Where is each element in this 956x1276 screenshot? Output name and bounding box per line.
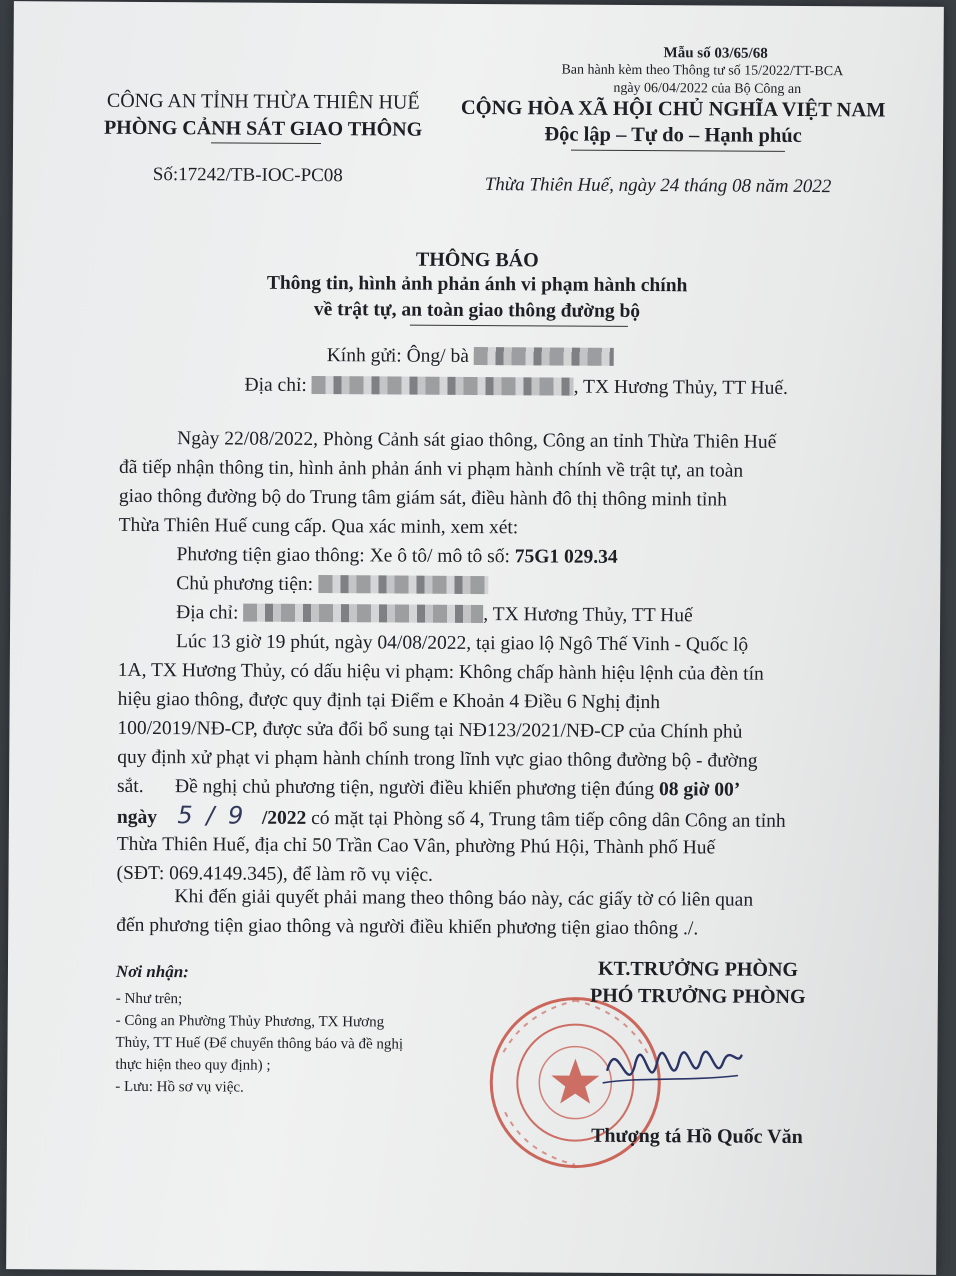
national-motto: Độc lập – Tự do – Hạnh phúc <box>544 123 802 147</box>
form-number: Mẫu số 03/65/68 <box>663 45 768 62</box>
p2-line: Lúc 13 giờ 19 phút, ngày 04/08/2022, tại giao lộ Ngô Thế Vinh - Quốc lộ <box>175 631 749 656</box>
vehicle-plate: 75G1 029.34 <box>514 546 618 568</box>
greeting-label: Kính gửi: Ông/ bà <box>326 345 469 367</box>
motto-underline <box>571 150 785 152</box>
p1-line: đã tiếp nhận thông tin, hình ảnh phản ánh vi phạm hành chính về trật tự, an toàn <box>118 456 744 482</box>
recipient-item: - Lưu: Hồ sơ vụ việc. <box>115 1078 244 1096</box>
signature-title-1: KT.TRƯỞNG PHÒNG <box>597 957 799 981</box>
p1-line: Ngày 22/08/2022, Phòng Cảnh sát giao thông, Công an tỉnh Thừa Thiên Huế <box>177 428 777 453</box>
notice-title: THÔNG BÁO <box>415 248 539 272</box>
owner-address-tail: , TX Hương Thủy, TT Huế <box>483 604 693 627</box>
recipient-item: - Như trên; <box>115 990 183 1008</box>
address-tail: , TX Hương Thủy, TT Huế. <box>573 376 789 399</box>
p2-line: 100/2019/NĐ-CP, được sửa đổi bổ sung tại NĐ123/2021/NĐ-CP của Chính phủ <box>117 717 743 743</box>
signer-name: Thượng tá Hồ Quốc Văn <box>591 1124 803 1149</box>
paragraph-1 <box>119 424 777 544</box>
notice-subtitle-2: về trật tự, an toàn giao thông đường bộ <box>313 299 641 323</box>
notice-subtitle-1: Thông tin, hình ảnh phản ánh vi phạm hành chính <box>266 272 688 297</box>
p3-start: Đề nghị chủ phương tiện, người điều khiển phương tiện đúng <box>175 776 655 801</box>
vehicle-label: Phương tiện giao thông: Xe ô tô/ mô tô số: <box>176 544 510 568</box>
handwritten-date: 5 / 9 <box>177 801 247 830</box>
p1-line: giao thông đường bộ do Trung tâm giám sát, điều hành đô thị thông minh tỉnh <box>118 485 727 511</box>
p3-line: Thừa Thiên Huế, địa chỉ 50 Trần Cao Vân, phường Phú Hội, Thành phố Huế <box>116 833 716 859</box>
recipient-greeting <box>327 345 614 369</box>
redacted-address <box>312 376 574 396</box>
owner-address-label: Địa chỉ: <box>176 602 239 624</box>
owner-address-line <box>176 598 693 630</box>
country-name: CỘNG HÒA XÃ HỘI CHỦ NGHĨA VIỆT NAM <box>460 96 886 122</box>
address-label: Địa chỉ: <box>244 374 307 396</box>
p2-line: quy định xử phạt vi phạm hành chính trong lĩnh vực giao thông đường bộ - đường <box>117 746 758 772</box>
p2-line: hiệu giao thông, được quy định tại Điểm e Khoản 4 Điều 6 Nghị định <box>117 688 661 714</box>
document-page <box>6 1 944 1275</box>
owner-line <box>176 569 488 600</box>
appointment-time: 08 giờ 00’ <box>659 779 741 801</box>
redacted-owner-address <box>243 604 483 623</box>
signature-title-2: PHÓ TRƯỞNG PHÒNG <box>589 984 806 1009</box>
p4-line: Khi đến giải quyết phải mang theo thông báo này, các giấy tờ có liên quan <box>174 886 754 911</box>
p2-line: 1A, TX Hương Thủy, có dấu hiệu vi phạm: Không chấp hành hiệu lệnh của đèn tín <box>117 659 764 685</box>
redacted-name <box>474 347 614 366</box>
p3-location: có mặt tại Phòng số 4, Trung tâm tiếp công dân Công an tỉnh <box>311 808 786 832</box>
title-underline <box>410 325 628 327</box>
p2-line: sắt. <box>117 775 144 797</box>
agency-line2: PHÒNG CẢNH SÁT GIAO THÔNG <box>103 116 423 141</box>
recipient-address <box>244 375 788 400</box>
paragraph-4 <box>116 882 753 944</box>
issued-with-line2: ngày 06/04/2022 của Bộ Công an <box>613 80 802 97</box>
owner-label: Chủ phương tiện: <box>176 573 314 596</box>
handwritten-signature <box>597 1025 747 1106</box>
p3-line: (SĐT: 069.4149.345), để làm rõ vụ việc. <box>116 862 434 886</box>
recipients-list <box>115 988 403 1100</box>
redacted-owner <box>318 575 488 594</box>
agency-line1: CÔNG AN TỈNH THỪA THIÊN HUẾ <box>106 89 420 114</box>
issued-with-line1: Ban hành kèm theo Thông tư số 15/2022/TT-BCA <box>561 62 844 80</box>
recipient-item: Thủy, TT Huế (Để chuyển thông báo và đề nghị <box>115 1034 404 1053</box>
paragraph-3-line1 <box>175 772 740 804</box>
appointment-year: /2022 <box>261 807 307 829</box>
p1-line: Thừa Thiên Huế cung cấp. Qua xác minh, xem xét: <box>118 514 519 539</box>
recipient-item: - Công an Phường Thủy Phương, TX Hương <box>115 1012 385 1031</box>
p4-line: đến phương tiện giao thông và người điều khiển phương tiện giao thông ./. <box>116 914 699 940</box>
recipients-label: Nơi nhận: <box>115 961 189 982</box>
agency-underline <box>211 142 321 144</box>
vehicle-line <box>176 540 617 572</box>
day-label: ngày <box>116 806 158 829</box>
recipient-item: thực hiện theo quy định) ; <box>115 1056 271 1074</box>
document-number: Số:17242/TB-IOC-PC08 <box>152 164 343 187</box>
place-and-date: Thừa Thiên Huế, ngày 24 tháng 08 năm 2022 <box>484 174 832 198</box>
